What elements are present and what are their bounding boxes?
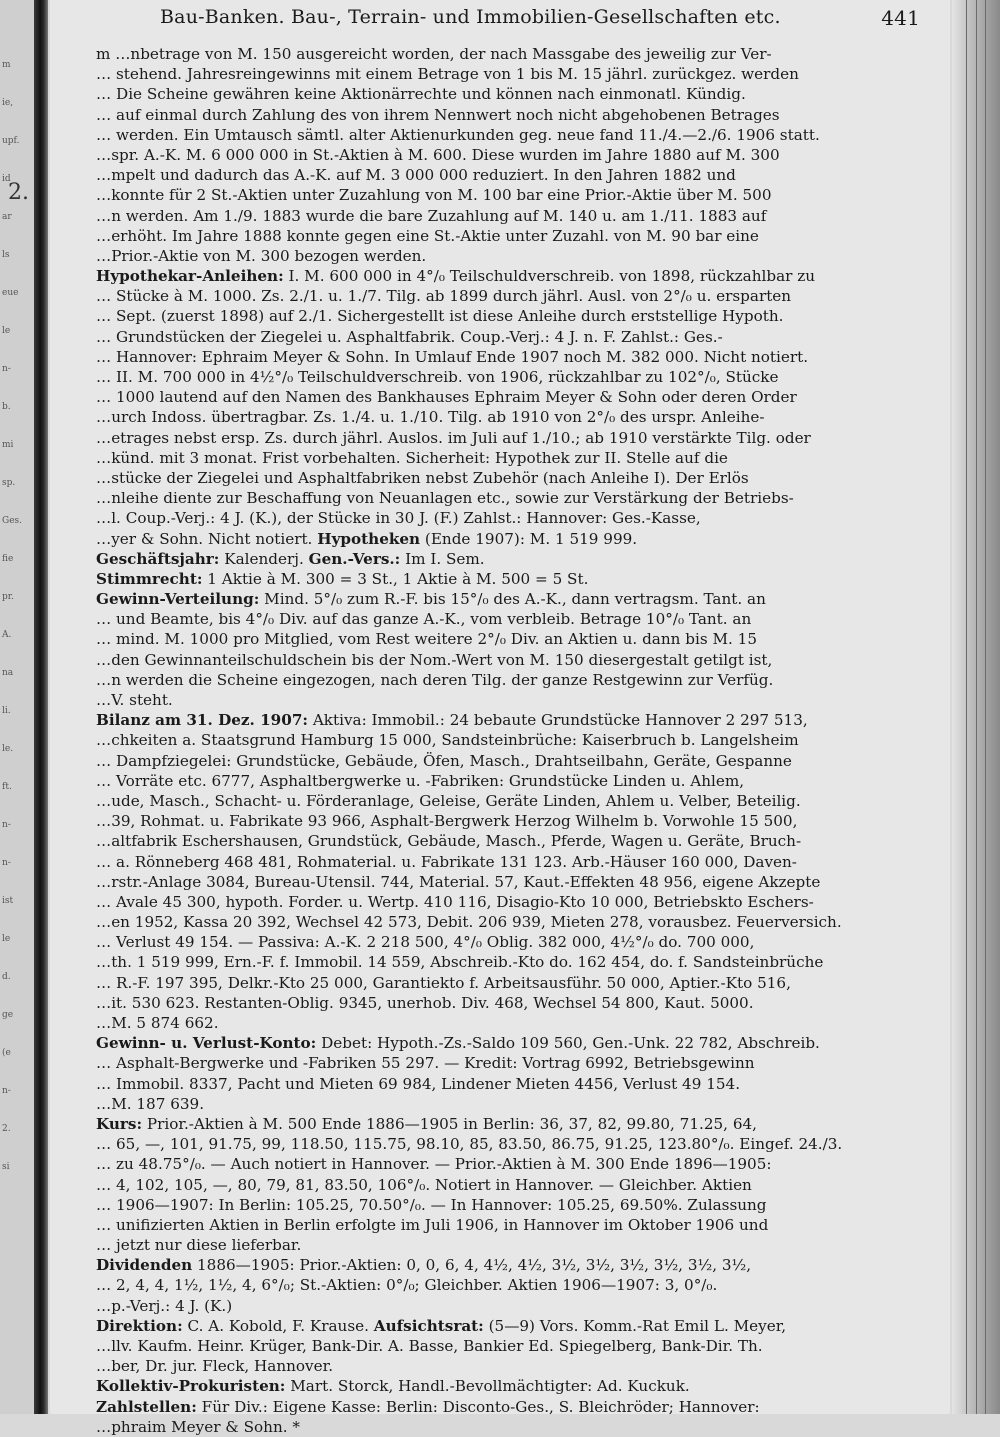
document-page	[50, 0, 950, 1436]
left-page-fragment: sp.	[2, 478, 16, 488]
left-page-fragment: li.	[2, 706, 11, 716]
text-line	[96, 1195, 932, 1215]
line-text: … Grundstücken der Ziegelei u. Asphaltfabrik. Coup.-Verj.: 4 J. n. F. Zahlst.: Ges.-	[96, 327, 723, 346]
text-line	[96, 771, 932, 791]
left-page-fragment: A.	[2, 630, 12, 640]
line-text: …th. 1 519 999, Ern.-F. f. Immobil. 14 559, Abschreib.-Kto do. 162 454, do. f. Sandsteinbrüche	[96, 953, 824, 972]
text-line	[96, 468, 932, 488]
text-line	[96, 1376, 932, 1396]
text-line	[96, 529, 932, 549]
line-text: … Sept. (zuerst 1898) auf 2./1. Sichergestellt ist diese Anleihe durch erststellige Hypoth.	[96, 307, 784, 326]
line-text: Für Div.: Eigene Kasse: Berlin: Disconto-Ges., S. Bleichröder; Hannover:	[196, 1397, 760, 1416]
line-text: …chkeiten a. Staatsgrund Hamburg 15 000, Sandsteinbrüche: Kaiserbruch b. Langelsheim	[96, 731, 799, 750]
text-line	[96, 1316, 932, 1336]
line-text: … unifizierten Aktien in Berlin erfolgte im Juli 1906, in Hannover im Oktober 1906 und	[96, 1215, 769, 1234]
section-label: Bilanz am 31. Dez. 1907:	[96, 711, 308, 730]
line-text: … stehend. Jahresreingewinns mit einem Betrage von 1 bis M. 15 jährl. zurückgez. werden	[96, 65, 799, 84]
text-line	[96, 44, 932, 64]
left-page-fragment: b.	[2, 402, 11, 412]
page-header	[160, 6, 920, 32]
left-page-fragment: n-	[2, 1086, 11, 1096]
text-line	[96, 589, 932, 609]
text-line	[96, 912, 932, 932]
section-label: Geschäftsjahr:	[96, 549, 220, 568]
line-text: … werden. Ein Umtausch sämtl. alter Aktienurkunden geg. neue fand 11./4.—2./6. 1906 statt.	[96, 125, 820, 144]
line-text: … 1906—1907: In Berlin: 105.25, 70.50°/₀. — In Hannover: 105.25, 69.50%. Zulassung	[96, 1195, 767, 1214]
line-text: … R.-F. 197 395, Delkr.-Kto 25 000, Garantiekto f. Arbeitsausführ. 50 000, Aptier.-Kto 516,	[96, 973, 791, 992]
left-page-number: 2.	[8, 180, 29, 205]
left-page-fragment: si	[2, 1162, 10, 1172]
text-line	[96, 246, 932, 266]
line-text: Kalenderj.	[219, 549, 309, 568]
line-text: … und Beamte, bis 4°/₀ Div. auf das ganze A.-K., vom verbleib. Betrage 10°/₀ Tant. an	[96, 610, 752, 629]
book-gutter	[34, 0, 48, 1414]
line-text: … II. M. 700 000 in 4½°/₀ Teilschuldverschreib. von 1906, rückzahlbar zu 102°/₀, Stücke	[96, 368, 779, 386]
section-label: Aufsichtsrat:	[373, 1316, 484, 1335]
text-line	[96, 84, 932, 104]
line-text: …Prior.-Aktie von M. 300 bezogen werden.	[96, 246, 427, 265]
left-page-fragment: ie,	[2, 98, 14, 108]
line-text: …konnte für 2 St.-Aktien unter Zuzahlung von M. 100 bar eine Prior.-Aktie über M. 500	[96, 186, 772, 205]
left-page-fragment: n-	[2, 820, 11, 830]
text-line	[96, 932, 932, 952]
section-label: Hypotheken	[317, 529, 421, 548]
text-line	[96, 226, 932, 246]
line-text: …spr. A.-K. M. 6 000 000 in St.-Aktien à M. 600. Diese wurden im Jahre 1880 auf M. 300	[96, 145, 780, 164]
text-line	[96, 1235, 932, 1255]
text-line	[96, 1134, 932, 1154]
left-page-fragment: mi	[2, 440, 14, 450]
line-text: (Ende 1907): M. 1 519 999.	[420, 529, 638, 548]
left-page-fragment: ge	[2, 1010, 14, 1020]
section-label: Hypothekar-Anleihen:	[96, 267, 284, 286]
text-line	[96, 872, 932, 892]
text-line	[96, 1053, 932, 1073]
text-line	[96, 488, 932, 508]
line-text: …ude, Masch., Schacht- u. Förderanlage, Geleise, Geräte Linden, Ahlem u. Velber, Beteilig.	[96, 791, 801, 810]
left-page-fragment: Ges.	[2, 516, 22, 526]
text-line	[96, 973, 932, 993]
text-line	[96, 569, 932, 589]
line-text: …llv. Kaufm. Heinr. Krüger, Bank-Dir. A. Basse, Bankier Ed. Spiegelberg, Bank-Dir. Th.	[96, 1337, 763, 1355]
text-line	[96, 327, 932, 347]
text-line	[96, 125, 932, 145]
line-text: …V. steht.	[96, 691, 173, 709]
text-line	[96, 347, 932, 367]
line-text: … jetzt nur diese lieferbar.	[96, 1236, 302, 1255]
line-text: … Stücke à M. 1000. Zs. 2./1. u. 1./7. Tilg. ab 1899 durch jährl. Ausl. von 2°/₀ u. ersparten	[96, 287, 792, 306]
line-text: 1 Aktie à M. 300 = 3 St., 1 Aktie à M. 500 = 5 St.	[202, 569, 589, 588]
line-text: m …nbetrage von M. 150 ausgereicht worden, der nach Massgabe des jeweilig zur Ver-	[96, 45, 772, 63]
text-line	[96, 448, 932, 468]
line-text: … Vorräte etc. 6777, Asphaltbergwerke u. -Fabriken: Grundstücke Linden u. Ahlem,	[96, 771, 745, 790]
line-text: …n werden die Scheine eingezogen, nach deren Tilg. der ganze Restgewinn zur Verfüg.	[96, 670, 774, 689]
text-line	[96, 549, 932, 569]
left-page-fragment: id	[2, 174, 11, 184]
section-label: Dividenden	[96, 1256, 193, 1275]
line-text: …mpelt und dadurch das A.-K. auf M. 3 000 000 reduziert. In den Jahren 1882 und	[96, 166, 736, 185]
line-text: …en 1952, Kassa 20 392, Wechsel 42 573, Debit. 206 939, Mieten 278, vorausbez. Feuerversich.	[96, 913, 842, 932]
text-line	[96, 1336, 932, 1356]
text-line	[96, 1114, 932, 1134]
text-line	[96, 650, 932, 670]
text-line	[96, 165, 932, 185]
text-line	[96, 609, 932, 629]
text-line	[96, 508, 932, 528]
section-label: Gen.-Vers.:	[308, 549, 401, 568]
body-text	[96, 44, 932, 1437]
text-line	[96, 306, 932, 326]
text-line	[96, 64, 932, 84]
line-text: I. M. 600 000 in 4°/₀ Teilschuldverschreib. von 1898, rückzahlbar zu	[283, 267, 815, 286]
section-label: Kollektiv-Prokuristen:	[96, 1377, 286, 1396]
left-page-fragment: n-	[2, 364, 11, 374]
text-line	[96, 710, 932, 730]
line-text: … 2, 4, 4, 1½, 1½, 4, 6°/₀; St.-Aktien: 0°/₀; Gleichber. Aktien 1906—1907: 3, 0°/₀.	[96, 1276, 718, 1295]
text-line	[96, 1417, 932, 1437]
section-label: Direktion:	[96, 1316, 183, 1335]
line-text: Debet: Hypoth.-Zs.-Saldo 109 560, Gen.-Unk. 22 782, Abschreib.	[316, 1034, 820, 1053]
line-text: (5—9) Vors. Komm.-Rat Emil L. Meyer,	[483, 1316, 787, 1335]
line-text: … Avale 45 300, hypoth. Forder. u. Wertp. 410 116, Disagio-Kto 10 000, Betriebskto Eschers-	[96, 892, 814, 911]
text-line	[96, 811, 932, 831]
left-page-fragment: ls	[2, 250, 10, 260]
section-label: Stimmrecht:	[96, 569, 203, 588]
text-line	[96, 1013, 932, 1033]
text-line	[96, 1154, 932, 1174]
left-page-fragment: ft.	[2, 782, 12, 792]
text-line	[96, 629, 932, 649]
text-line	[96, 852, 932, 872]
text-line	[96, 185, 932, 205]
text-line	[96, 286, 932, 306]
text-line	[96, 1356, 932, 1376]
text-line	[96, 1094, 932, 1114]
line-text: … auf einmal durch Zahlung des von ihrem Nennwert noch nicht abgehobenen Betrages	[96, 105, 780, 124]
line-text: …stücke der Ziegelei und Asphaltfabriken nebst Zubehör (nach Anleihe I). Der Erlös	[96, 468, 749, 487]
left-page-fragment: 2.	[2, 1124, 11, 1134]
left-page-fragment: eue	[2, 288, 19, 298]
line-text: …erhöht. Im Jahre 1888 konnte gegen eine St.-Aktie unter Zuzahl. von M. 90 bar eine	[96, 226, 759, 245]
line-text: Aktiva: Immobil.: 24 bebaute Grundstücke Hannover 2 297 513,	[308, 711, 808, 730]
left-page-fragment: pr.	[2, 592, 14, 602]
line-text: Mart. Storck, Handl.-Bevollmächtigter: Ad. Kuckuk.	[285, 1377, 690, 1396]
line-text: … Die Scheine gewähren keine Aktionärrechte und können nach einmonatl. Kündig.	[96, 85, 746, 104]
left-page-fragment: le.	[2, 744, 14, 754]
text-line	[96, 670, 932, 690]
text-line	[96, 206, 932, 226]
line-text: …39, Rohmat. u. Fabrikate 93 966, Asphalt-Bergwerk Herzog Wilhelm b. Vorwohle 15 500,	[96, 812, 798, 831]
left-page-fragment: le	[2, 326, 11, 336]
line-text: Im I. Sem.	[400, 549, 485, 568]
left-page-edge	[0, 0, 34, 1414]
line-text: … 1000 lautend auf den Namen des Bankhauses Ephraim Meyer & Sohn oder deren Order	[96, 388, 797, 407]
left-page-fragment: fie	[2, 554, 14, 564]
text-line	[96, 892, 932, 912]
left-page-fragment: upf.	[2, 136, 20, 146]
line-text: …n werden. Am 1./9. 1883 wurde die bare Zuzahlung auf M. 140 u. am 1./11. 1883 auf	[96, 206, 767, 225]
text-line	[96, 428, 932, 448]
left-page-fragment: m	[2, 60, 11, 70]
text-line	[96, 791, 932, 811]
text-line	[96, 831, 932, 851]
text-line	[96, 1074, 932, 1094]
page-number: 441	[881, 6, 920, 30]
left-page-fragment: d.	[2, 972, 11, 982]
text-line	[96, 266, 932, 286]
left-page-fragment: n-	[2, 858, 11, 868]
line-text: … a. Rönneberg 468 481, Rohmaterial. u. Fabrikate 131 123. Arb.-Häuser 160 000, Daven-	[96, 852, 797, 871]
line-text: … Dampfziegelei: Grundstücke, Gebäude, Öfen, Masch., Drahtseilbahn, Geräte, Gespanne	[96, 751, 792, 770]
section-label: Kurs:	[96, 1114, 143, 1133]
line-text: …urch Indoss. übertragbar. Zs. 1./4. u. 1./10. Tilg. ab 1910 von 2°/₀ des urspr. Anleihe-	[96, 408, 765, 427]
line-text: Prior.-Aktien à M. 500 Ende 1886—1905 in Berlin: 36, 37, 82, 99.80, 71.25, 64,	[142, 1114, 757, 1133]
line-text: …p.-Verj.: 4 J. (K.)	[96, 1296, 233, 1315]
line-text: … 4, 102, 105, —, 80, 79, 81, 83.50, 106°/₀. Notiert in Hannover. — Gleichber. Aktien	[96, 1175, 752, 1194]
line-text: …nleihe diente zur Beschaffung von Neuanlagen etc., sowie zur Verstärkung der Betriebs-	[96, 489, 794, 508]
line-text: …etrages nebst ersp. Zs. durch jährl. Auslos. im Juli auf 1./10.; ab 1910 verstärkte Tilg. oder	[96, 428, 811, 447]
running-title: Bau-Banken. Bau-, Terrain- und Immobilien-Gesellschaften etc.	[160, 6, 781, 28]
left-page-fragment: (e	[2, 1048, 11, 1058]
left-page-fragment: le	[2, 934, 11, 944]
line-text: …ber, Dr. jur. Fleck, Hannover.	[96, 1357, 334, 1376]
text-line	[96, 1296, 932, 1316]
text-line	[96, 730, 932, 750]
text-line	[96, 387, 932, 407]
line-text: …altfabrik Eschershausen, Grundstück, Gebäude, Masch., Pferde, Wagen u. Geräte, Bruch-	[96, 832, 802, 851]
text-line	[96, 1175, 932, 1195]
line-text: C. A. Kobold, F. Krause.	[182, 1316, 374, 1335]
text-line	[96, 1215, 932, 1235]
line-text: … Asphalt-Bergwerke und -Fabriken 55 297. — Kredit: Vortrag 6992, Betriebsgewinn	[96, 1054, 755, 1073]
text-line	[96, 367, 932, 387]
line-text: …rstr.-Anlage 3084, Bureau-Utensil. 744, Material. 57, Kaut.-Effekten 48 956, eigene Akzepte	[96, 872, 821, 891]
text-line	[96, 1275, 932, 1295]
text-line	[96, 993, 932, 1013]
text-line	[96, 690, 932, 710]
text-line	[96, 145, 932, 165]
text-line	[96, 407, 932, 427]
line-text: …M. 5 874 662.	[96, 1014, 219, 1032]
line-text: … zu 48.75°/₀. — Auch notiert in Hannover. — Prior.-Aktien à M. 300 Ende 1896—1905:	[96, 1155, 772, 1174]
text-line	[96, 105, 932, 125]
section-label: Gewinn- u. Verlust-Konto:	[96, 1034, 317, 1053]
line-text: 1886—1905: Prior.-Aktien: 0, 0, 6, 4, 4½, 4½, 3½, 3½, 3½, 3½, 3½, 3½,	[192, 1256, 752, 1275]
line-text: …künd. mit 3 monat. Frist vorbehalten. Sicherheit: Hypothek zur II. Stelle auf die	[96, 448, 728, 467]
left-page-fragment: ar	[2, 212, 12, 222]
line-text: … Hannover: Ephraim Meyer & Sohn. In Umlauf Ende 1907 noch M. 382 000. Nicht notiert.	[96, 347, 809, 366]
text-line	[96, 751, 932, 771]
text-line	[96, 952, 932, 972]
text-line	[96, 1255, 932, 1275]
line-text: … Verlust 49 154. — Passiva: A.-K. 2 218 500, 4°/₀ Oblig. 382 000, 4½°/₀ do. 700 000,	[96, 933, 755, 952]
line-text: …M. 187 639.	[96, 1094, 205, 1113]
line-text: Mind. 5°/₀ zum R.-F. bis 15°/₀ des A.-K., dann vertragsm. Tant. an	[259, 590, 766, 609]
line-text: … 65, —, 101, 91.75, 99, 118.50, 115.75, 98.10, 85, 83.50, 86.75, 91.25, 123.80°/₀. Eingef. 24./3.	[96, 1135, 843, 1154]
section-label: Gewinn-Verteilung:	[96, 590, 260, 609]
left-page-fragment: na	[2, 668, 14, 678]
right-page-edge	[952, 0, 1000, 1414]
line-text: …l. Coup.-Verj.: 4 J. (K.), der Stücke in 30 J. (F.) Zahlst.: Hannover: Ges.-Kasse,	[96, 509, 701, 528]
text-line	[96, 1033, 932, 1053]
left-page-fragment: ist	[2, 896, 14, 906]
line-text: …it. 530 623. Restanten-Oblig. 9345, unerhob. Div. 468, Wechsel 54 800, Kaut. 5000.	[96, 993, 754, 1012]
line-text: …phraim Meyer & Sohn. *	[96, 1417, 300, 1436]
section-label: Zahlstellen:	[96, 1397, 197, 1416]
line-text: … mind. M. 1000 pro Mitglied, vom Rest weitere 2°/₀ Div. an Aktien u. dann bis M. 15	[96, 630, 757, 649]
line-text: …den Gewinnanteilschuldschein bis der Nom.-Wert von M. 150 diesergestalt getilgt ist,	[96, 650, 773, 669]
line-text: … Immobil. 8337, Pacht und Mieten 69 984, Lindener Mieten 4456, Verlust 49 154.	[96, 1074, 741, 1093]
line-text: …yer & Sohn. Nicht notiert.	[96, 529, 318, 548]
